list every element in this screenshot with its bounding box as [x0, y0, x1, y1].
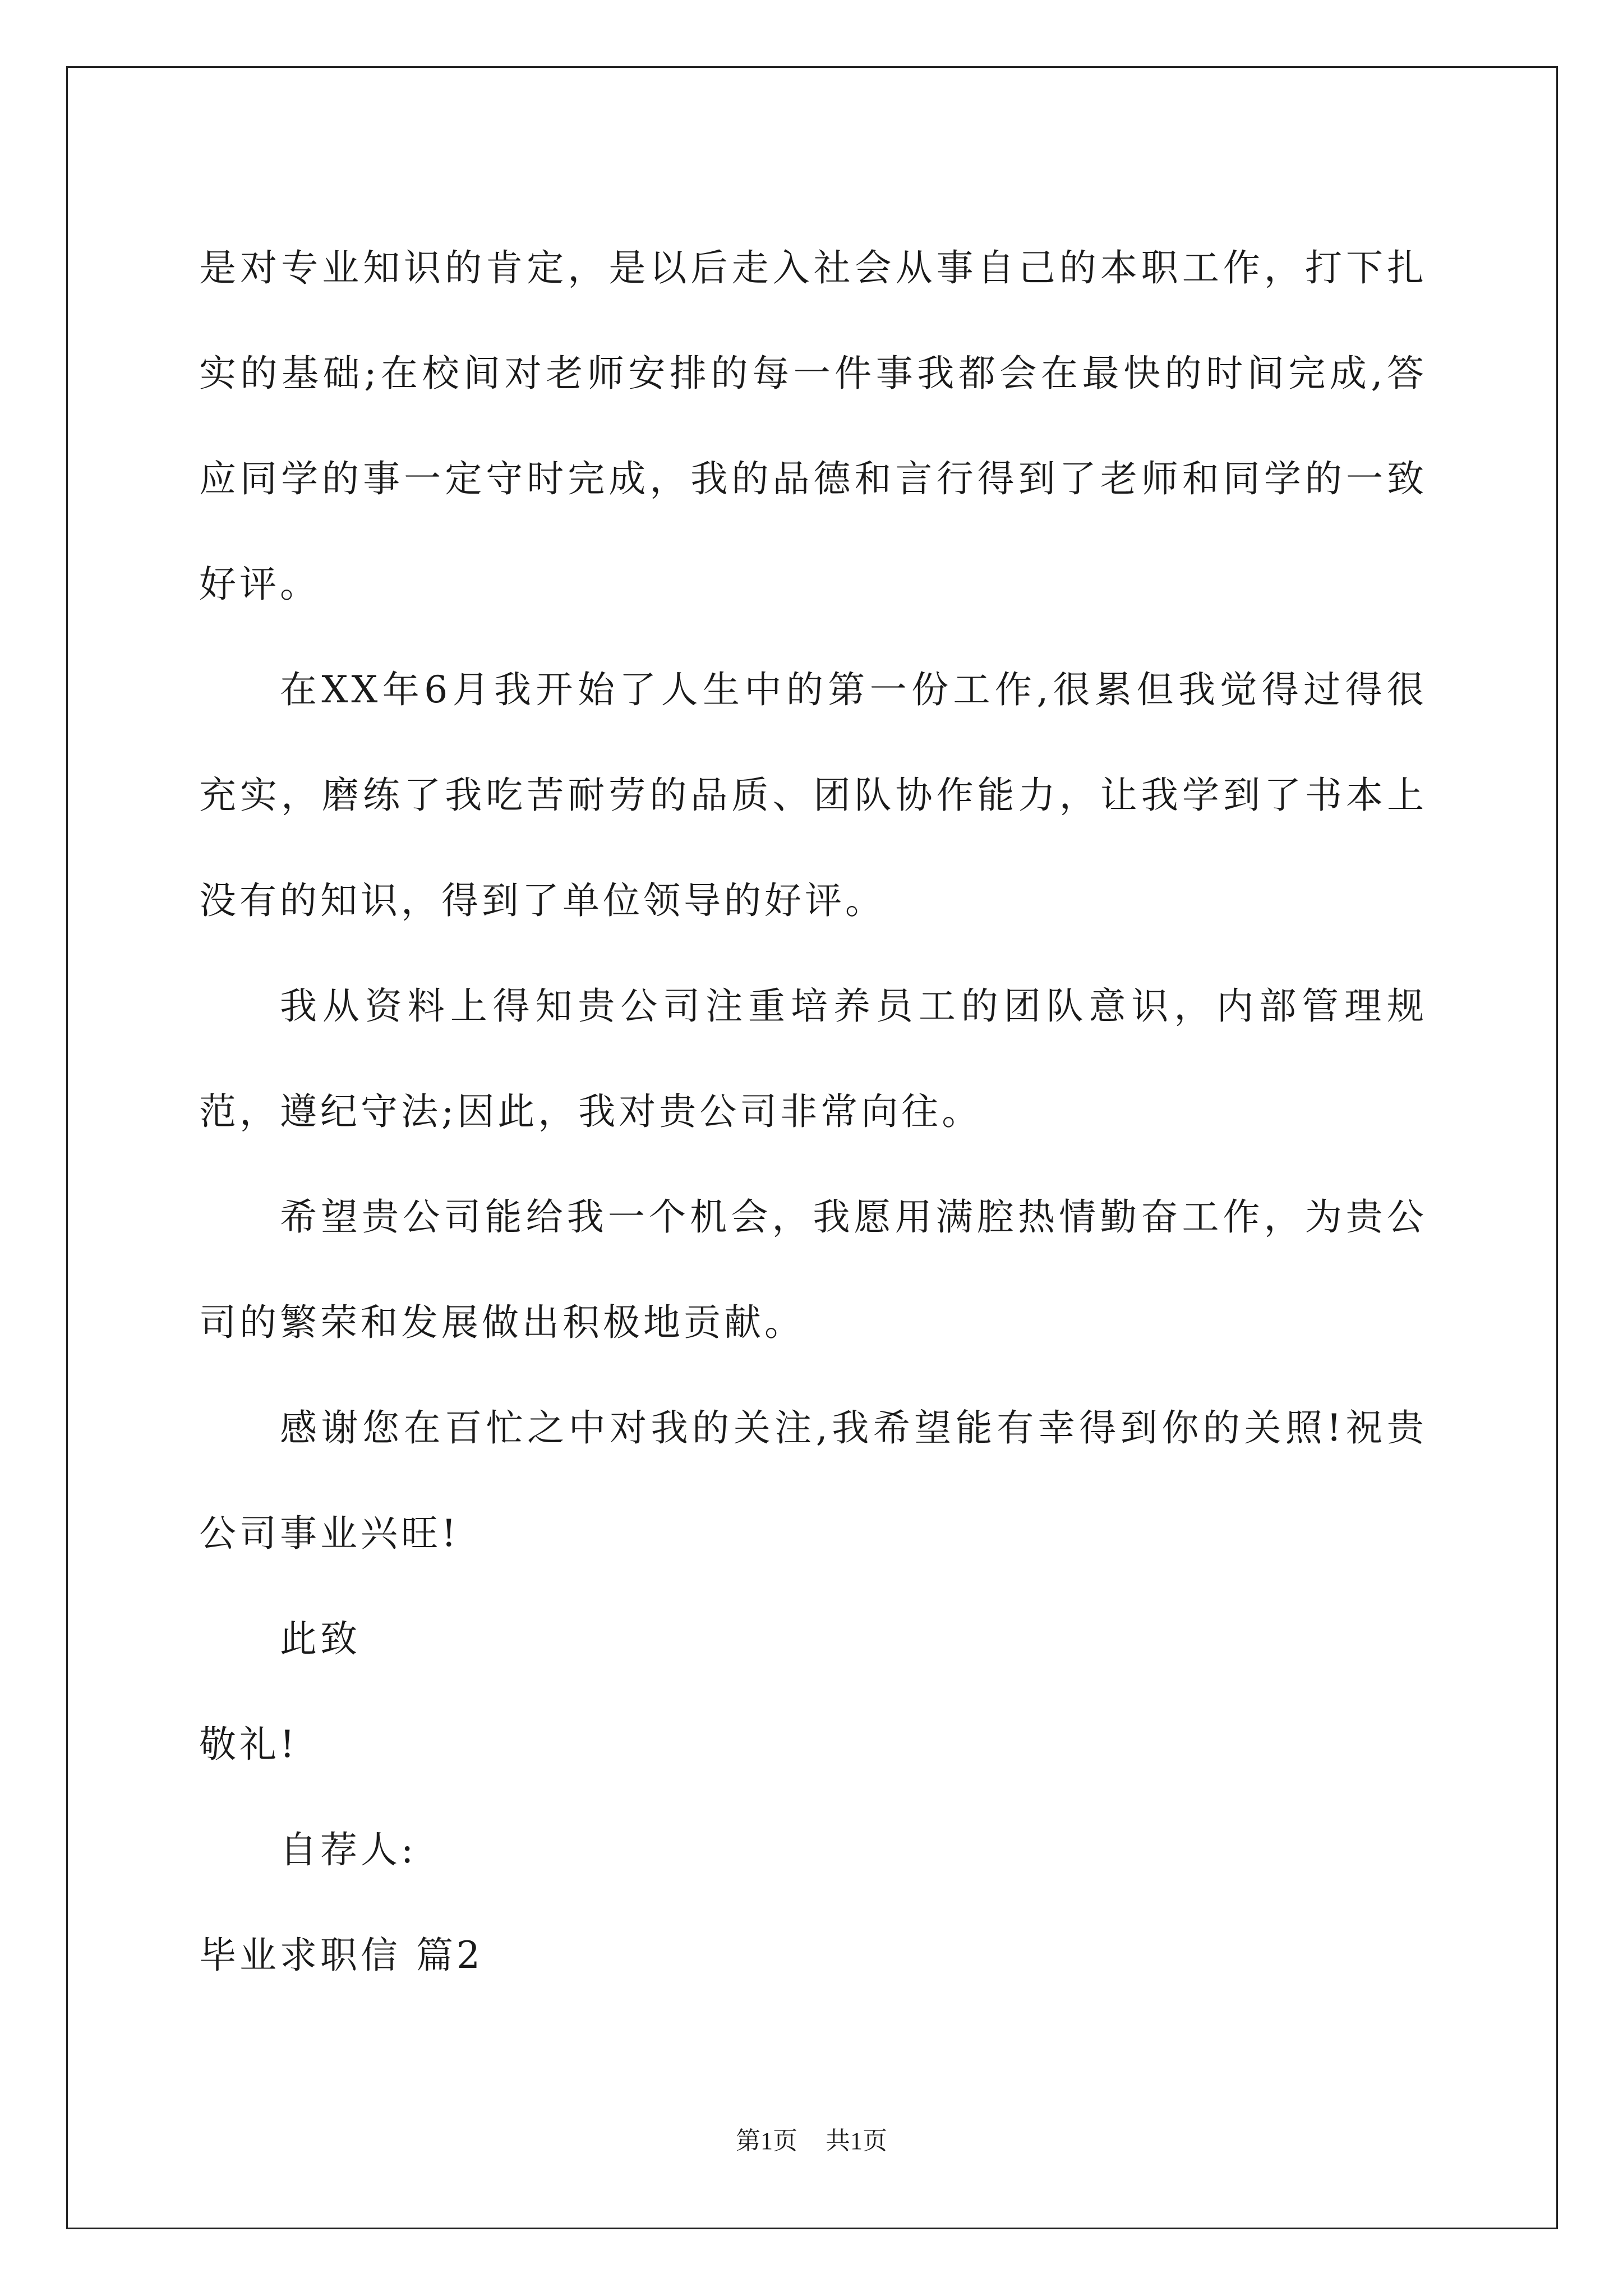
document-body [199, 215, 1427, 2008]
paragraph-2: 在XX年6月我开始了人生中的第一份工作,很累但我觉得过得很充实，磨练了我吃苦耐劳的品质、团队协作能力，让我学到了书本上没有的知识，得到了单位领导的好评。 [199, 668, 1427, 922]
page-number: 第1页 [736, 2127, 797, 2155]
signature-line: 自荐人: [280, 1828, 417, 1871]
section-heading: 毕业求职信 篇2 [199, 1934, 483, 1977]
paragraph-4: 希望贵公司能给我一个机会，我愿用满腔热情勤奋工作，为贵公司的繁荣和发展做出积极地贡献。 [199, 1195, 1427, 1344]
paragraph-3: 我从资料上得知贵公司注重培养员工的团队意识，内部管理规范，遵纪守法;因此，我对贵公司非常向往。 [199, 984, 1427, 1133]
page-footer [0, 2120, 1623, 2156]
closing-regards: 敬礼! [199, 1723, 298, 1766]
paragraph-5: 感谢您在百忙之中对我的关注,我希望能有幸得到你的关照!祝贵公司事业兴旺! [199, 1406, 1427, 1555]
page-total: 共1页 [826, 2127, 887, 2155]
paragraph-1: 是对专业知识的肯定，是以后走入社会从事自己的本职工作，打下扎实的基础;在校间对老师安排的每一件事我都会在最快的时间完成,答应同学的事一定守时完成，我的品德和言行得到了老师和同学的一致好评。 [199, 246, 1427, 606]
closing-salutation: 此致 [280, 1617, 361, 1660]
